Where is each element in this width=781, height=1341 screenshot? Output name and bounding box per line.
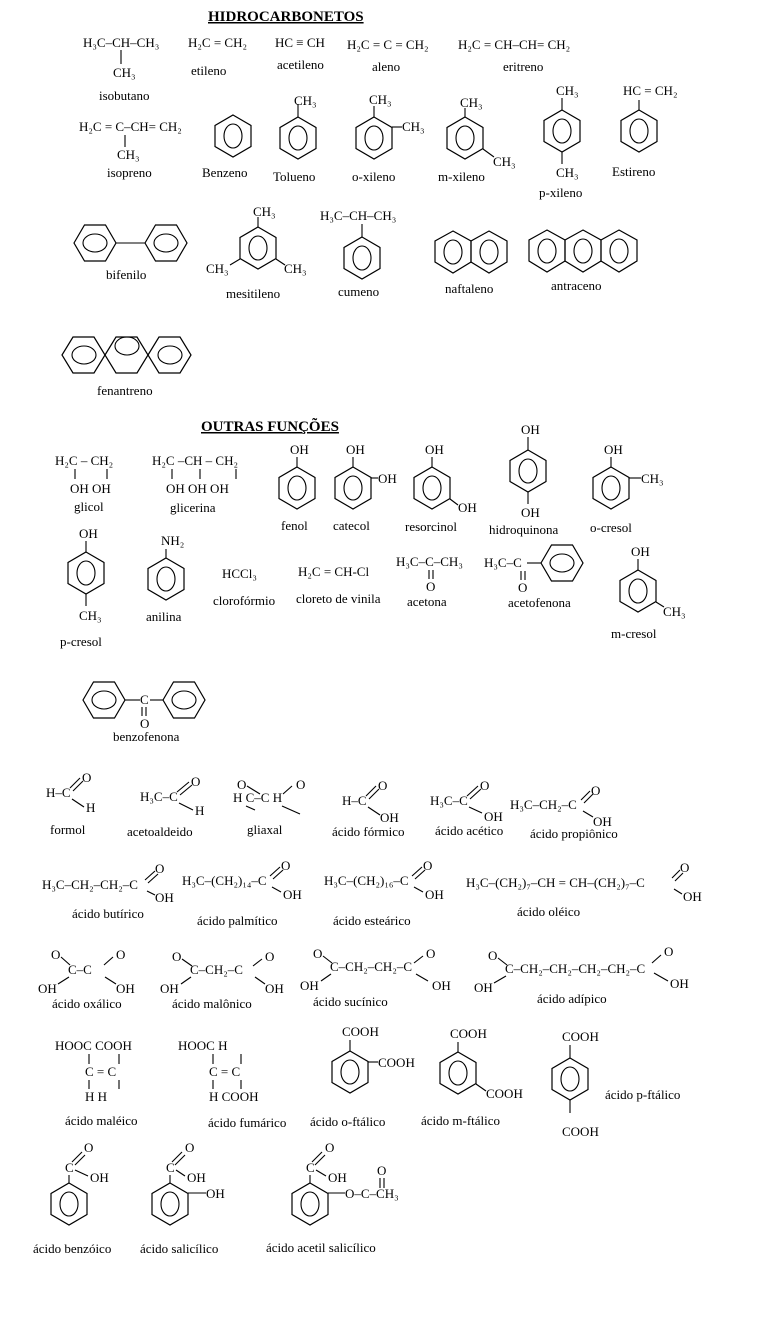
label-acido-salicilico: ácido salicílico (140, 1241, 219, 1256)
formula-acetona: H₃C–C–CH₃ (396, 554, 463, 569)
ring-o-cresol (593, 467, 629, 509)
o-acetofenona: O (518, 580, 528, 595)
label-acido-malonico: ácido malônico (172, 996, 252, 1011)
rings-antraceno (529, 230, 637, 272)
formula-acido-fumarico-mid: C = C (209, 1064, 241, 1079)
label-acetofenona: acetofenona (508, 595, 571, 610)
o-acido-oxalico-2: O (116, 947, 126, 962)
label-estireno: Estireno (612, 164, 656, 179)
label-p-xileno: p-xileno (539, 185, 583, 200)
label-acido-estearico: ácido esteárico (333, 913, 411, 928)
formula-acido-oxalico: C–C (68, 962, 92, 977)
label-cumeno: cumeno (338, 284, 380, 299)
label-glicol: glicol (74, 499, 104, 514)
o-acido-acetil-salicilico-2: O (377, 1163, 387, 1178)
o-acido-formico: O (378, 778, 388, 793)
o-acido-sucinico-2: O (426, 946, 436, 961)
cooh-acido-m-ftalico-1: COOH (450, 1026, 487, 1041)
methyl-m-cresol: CH₃ (663, 604, 686, 619)
cooh-acido-o-ftalico-1: COOH (342, 1024, 379, 1039)
methyl-p-cresol: CH₃ (79, 608, 102, 623)
label-acido-oleico: ácido oléico (517, 904, 581, 919)
label-fenantreno: fenantreno (97, 383, 153, 398)
formula-eritreno: H₂C = CH–CH= CH₂ (458, 37, 571, 52)
formula-cumeno: H₃C–CH–CH₃ (320, 208, 397, 223)
ring-m-cresol (620, 570, 656, 612)
formula-acido-acetico: H₃C–C (430, 793, 468, 808)
formula-cloreto-vinila: H₂C = CH-Cl (298, 564, 370, 579)
o-acido-acetico: O (480, 778, 490, 793)
o-acido-adipico-2: O (664, 944, 674, 959)
cooh-acido-m-ftalico-2: COOH (486, 1086, 523, 1101)
label-formol: formol (50, 822, 86, 837)
o-acetoaldeido: O (191, 774, 201, 789)
formula-acido-butirico: H₃C–CH₂–CH₂–C (42, 877, 138, 892)
ring-p-xileno (544, 110, 580, 152)
formula-glicol-top: H₂C – CH₂ (55, 453, 114, 468)
cooh-acido-p-ftalico-2: COOH (562, 1124, 599, 1139)
label-acido-acetico: ácido acético (435, 823, 504, 838)
o-formol: O (82, 770, 92, 785)
o-acido-oxalico-1: O (51, 947, 61, 962)
ring-acetofenona (541, 545, 583, 581)
ring-benzeno (215, 115, 251, 157)
oh-acido-salicilico-1: OH (187, 1170, 206, 1185)
ring-mesitileno (240, 227, 276, 269)
ring-estireno (621, 110, 657, 152)
label-hidroquinona: hidroquinona (489, 522, 559, 537)
oh-catecol-1: OH (346, 442, 365, 457)
oh-acido-malonico-1: OH (160, 981, 179, 996)
ring-acido-m-ftalico (440, 1052, 476, 1094)
label-fenol: fenol (281, 518, 308, 533)
label-eritreno: eritreno (503, 59, 544, 74)
oh-acido-acetico: OH (484, 809, 503, 824)
formula-glicerina-bottom: OH OH OH (166, 481, 229, 496)
formula-acido-maleico-bottom: H H (85, 1089, 108, 1104)
formula-isopreno-branch: CH₃ (117, 147, 140, 162)
label-anilina: anilina (146, 609, 182, 624)
methyl-mesitileno-1: CH₃ (253, 204, 276, 219)
methyl-mesitileno-2: CH₃ (206, 261, 229, 276)
formula-acetileno: HC ≡ CH (275, 35, 325, 50)
label-acido-o-ftalico: ácido o-ftálico (310, 1114, 386, 1129)
o-acido-butirico: O (155, 861, 165, 876)
methyl-p-xileno-2: CH₃ (556, 165, 579, 180)
oh-o-cresol: OH (604, 442, 623, 457)
label-isobutano: isobutano (99, 88, 150, 103)
ring-acido-p-ftalico (552, 1058, 588, 1100)
o-acido-benzoico: O (84, 1140, 94, 1155)
formula-gliaxal: H C–C H (233, 790, 283, 805)
ring-catecol (335, 467, 371, 509)
label-acetoaldeido: acetoaldeido (127, 824, 193, 839)
label-acido-p-ftalico: ácido p-ftálico (605, 1087, 681, 1102)
formula-glicerina-top: H₂C –CH – CH₂ (152, 453, 238, 468)
ring-acido-o-ftalico (332, 1051, 368, 1093)
oh-acido-oxalico-2: OH (116, 981, 135, 996)
formula-acido-sucinico: C–CH₂–CH₂–C (330, 959, 413, 974)
cooh-acido-p-ftalico-1: COOH (562, 1029, 599, 1044)
label-mesitileno: mesitileno (226, 286, 281, 301)
formula-isopreno: H₂C = C–CH= CH₂ (79, 119, 182, 134)
label-acido-butirico: ácido butírico (72, 906, 144, 921)
formula-acido-fumarico-top: HOOC H (178, 1038, 228, 1053)
cooh-acido-o-ftalico-2: COOH (378, 1055, 415, 1070)
c-acido-salicilico: C (166, 1160, 175, 1175)
formula-formol: H–C (46, 785, 71, 800)
label-benzofenona: benzofenona (113, 729, 180, 744)
label-acido-palmitico: ácido palmítico (197, 913, 278, 928)
label-antraceno: antraceno (551, 278, 602, 293)
ring-acido-benzoico (51, 1183, 87, 1225)
ring-hidroquinona (510, 450, 546, 492)
label-o-xileno: o-xileno (352, 169, 396, 184)
label-isopreno: isopreno (107, 165, 152, 180)
label-p-cresol: p-cresol (60, 634, 102, 649)
formula-acido-maleico-top: HOOC COOH (55, 1038, 132, 1053)
formula-acetofenona: H₃C–C (484, 555, 522, 570)
oh-acido-acetil-salicilico: OH (328, 1170, 347, 1185)
formula-acido-propionico: H₃C–CH₂–C (510, 797, 577, 812)
o-acido-adipico-1: O (488, 948, 498, 963)
ring-fenol (279, 467, 315, 509)
label-o-cresol: o-cresol (590, 520, 632, 535)
ring-cumeno (344, 237, 380, 279)
oh-acido-sucinico-1: OH (300, 978, 319, 993)
label-acido-formico: ácido fórmico (332, 824, 405, 839)
label-resorcinol: resorcinol (405, 519, 457, 534)
label-acido-sucinico: ácido sucínico (313, 994, 388, 1009)
ring-p-cresol (68, 552, 104, 594)
o-acido-oleico: O (680, 860, 690, 875)
oh-acido-adipico-1: OH (474, 980, 493, 995)
formula-isobutano-branch: CH₃ (113, 65, 136, 80)
oh-acido-adipico-2: OH (670, 976, 689, 991)
ring-tolueno (280, 117, 316, 159)
ring-bifenilo-2 (145, 225, 187, 261)
methyl-o-xileno-1: CH₃ (369, 92, 392, 107)
o-acido-sucinico-1: O (313, 946, 323, 961)
formula-acido-malonico: C–CH₂–C (190, 962, 243, 977)
oh-acido-sucinico-2: OH (432, 978, 451, 993)
nh2-anilina: NH₂ (161, 533, 185, 548)
oh-resorcinol-1: OH (425, 442, 444, 457)
label-acido-m-ftalico: ácido m-ftálico (421, 1113, 501, 1128)
oh-hidroquinona-1: OH (521, 422, 540, 437)
ring-acido-salicilico (152, 1183, 188, 1225)
rings-fenantreno (62, 337, 191, 373)
label-m-xileno: m-xileno (438, 169, 485, 184)
label-glicerina: glicerina (170, 500, 216, 515)
formula-acido-maleico-mid: C = C (85, 1064, 117, 1079)
label-etileno: etileno (191, 63, 227, 78)
oh-acido-formico: OH (380, 810, 399, 825)
label-catecol: catecol (333, 518, 370, 533)
o-acido-acetil-salicilico-1: O (325, 1140, 335, 1155)
ring-resorcinol (414, 467, 450, 509)
formula-acido-formico: H–C (342, 793, 367, 808)
o-acido-salicilico: O (185, 1140, 195, 1155)
oh-acido-estearico: OH (425, 887, 444, 902)
methyl-o-xileno-2: CH₃ (402, 119, 425, 134)
o-gliaxal-2: O (296, 777, 306, 792)
o-acido-estearico: O (423, 858, 433, 873)
formula-etileno: H₂C = CH₂ (188, 35, 248, 50)
rings-naftaleno (435, 231, 507, 273)
o-benzofenona: O (140, 716, 150, 731)
label-acido-fumarico: ácido fumárico (208, 1115, 287, 1130)
oh-resorcinol-2: OH (458, 500, 477, 515)
o-acetona: O (426, 579, 436, 594)
oh-acido-benzoico: OH (90, 1170, 109, 1185)
label-aleno: aleno (372, 59, 401, 74)
formula-acido-fumarico-bottom: H COOH (209, 1089, 259, 1104)
formula-acido-oleico: H₃C–(CH₂)₇–CH = CH–(CH₂)₇–C (466, 875, 645, 890)
oh-catecol-2: OH (378, 471, 397, 486)
label-cloroformio: clorofórmio (213, 593, 276, 608)
methyl-o-cresol: CH₃ (641, 471, 664, 486)
label-naftaleno: naftaleno (445, 281, 494, 296)
ring-bifenilo-1 (74, 225, 116, 261)
ring-anilina (148, 558, 184, 600)
ring-m-xileno (447, 117, 483, 159)
label-bifenilo: bifenilo (106, 267, 147, 282)
label-cloreto-vinila: cloreto de vinila (296, 591, 381, 606)
formula-acetoaldeido: H₃C–C (140, 789, 178, 804)
ring-acido-acetil-salicilico (292, 1183, 328, 1225)
oh-acido-salicilico-2: OH (206, 1186, 225, 1201)
h-acetoaldeido: H (195, 803, 205, 818)
methyl-p-xileno-1: CH₃ (556, 83, 579, 98)
methyl-m-xileno-2: CH₃ (493, 154, 516, 169)
label-acetileno: acetileno (277, 57, 324, 72)
formula-estireno-vinyl: HC = CH₂ (623, 83, 678, 98)
formula-cloroformio: HCCl₃ (222, 566, 257, 581)
oh-acido-propionico: OH (593, 814, 612, 829)
ring-o-xileno (356, 117, 392, 159)
section-title-hydrocarbons: HIDROCARBONETOS (208, 9, 364, 25)
label-acido-acetil-salicilico: ácido acetil salicílico (266, 1240, 376, 1255)
o-gliaxal-1: O (237, 777, 247, 792)
oh-hidroquinona-2: OH (521, 505, 540, 520)
label-acido-maleico: ácido maléico (65, 1113, 138, 1128)
methyl-m-xileno-1: CH₃ (460, 95, 483, 110)
formula-aleno: H₂C = C = CH₂ (347, 37, 429, 52)
formula-acido-acetil-ester: O–C–CH₃ (345, 1186, 399, 1201)
methyl-mesitileno-3: CH₃ (284, 261, 307, 276)
methyl-tolueno: CH₃ (294, 93, 317, 108)
formula-acido-estearico: H₃C–(CH₂)₁₆–C (324, 873, 409, 888)
section-title-other-functions: OUTRAS FUNÇÕES (201, 419, 339, 435)
oh-fenol: OH (290, 442, 309, 457)
label-tolueno: Tolueno (273, 169, 316, 184)
oh-acido-oleico: OH (683, 889, 702, 904)
label-benzeno: Benzeno (202, 165, 248, 180)
formula-glicol-bottom: OH OH (70, 481, 111, 496)
formula-isobutano: H₃C–CH–CH₃ (83, 35, 160, 50)
label-acetona: acetona (407, 594, 447, 609)
c-acido-benzoico: C (65, 1160, 74, 1175)
o-acido-palmitico: O (281, 858, 291, 873)
formula-acido-adipico: C–CH₂–CH₂–CH₂–CH₂–C (505, 961, 646, 976)
formula-acido-palmitico: H₃C–(CH₂)₁₄–C (182, 873, 267, 888)
oh-acido-butirico: OH (155, 890, 174, 905)
oh-acido-oxalico-1: OH (38, 981, 57, 996)
o-acido-malonico-2: O (265, 949, 275, 964)
c-benzofenona: C (140, 692, 149, 707)
label-gliaxal: gliaxal (247, 822, 283, 837)
label-acido-adipico: ácido adípico (537, 991, 607, 1006)
ring-benzofenona-2 (163, 682, 205, 718)
o-acido-malonico-1: O (172, 949, 182, 964)
oh-m-cresol: OH (631, 544, 650, 559)
o-acido-propionico: O (591, 783, 601, 798)
label-acido-propionico: ácido propiônico (530, 826, 618, 841)
oh-acido-malonico-2: OH (265, 981, 284, 996)
label-acido-oxalico: ácido oxálico (52, 996, 122, 1011)
label-m-cresol: m-cresol (611, 626, 657, 641)
label-acido-benzoico: ácido benzóico (33, 1241, 112, 1256)
oh-acido-palmitico: OH (283, 887, 302, 902)
c-acido-acetil-salicilico: C (306, 1160, 315, 1175)
ring-benzofenona-1 (83, 682, 125, 718)
oh-p-cresol: OH (79, 526, 98, 541)
h-formol: H (86, 800, 96, 815)
